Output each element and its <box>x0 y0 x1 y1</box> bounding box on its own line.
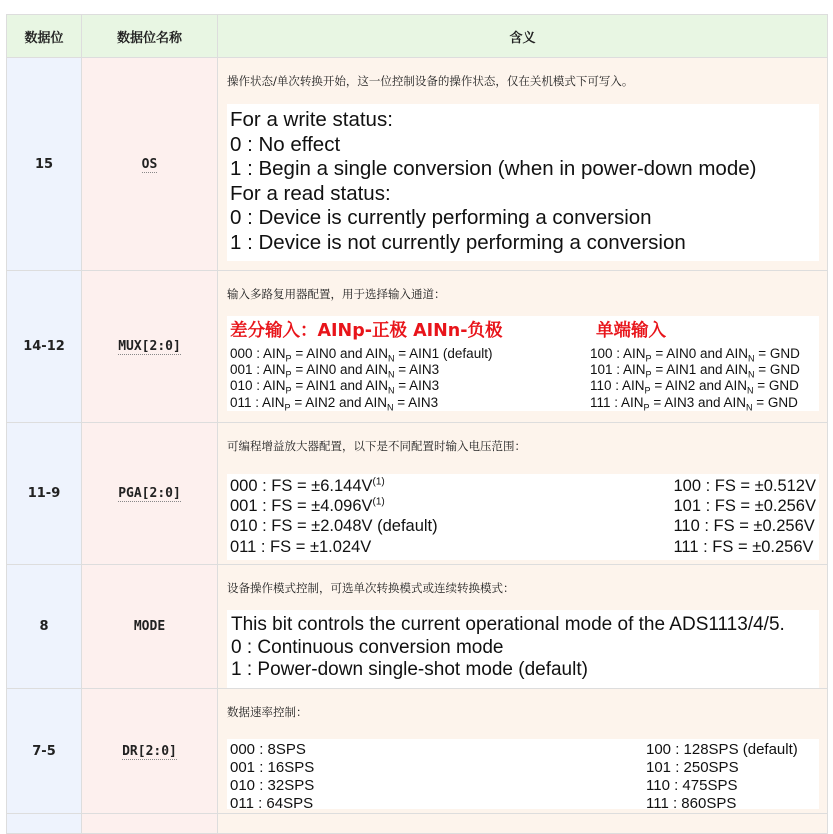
spec-box <box>227 316 819 411</box>
dr-option: 001 : 16SPS <box>230 759 315 776</box>
description: 可编程增益放大器配置，以下是不同配置时输入电压范围： <box>227 439 526 453</box>
mux-option: 011 : $AIN_P = AIN2$ and $AIN_N = AIN3$ <box>230 394 439 413</box>
mux-option: 111 : $AIN_P = AIN3$ and $AIN_N$ = GND <box>590 394 798 413</box>
spec-box <box>227 474 819 560</box>
meaning-cell <box>218 271 828 423</box>
mux-left-list <box>230 346 492 411</box>
name-cell <box>82 689 218 814</box>
mux-right-list <box>590 346 800 411</box>
register-table <box>6 14 828 834</box>
diff-input-header: 差分输入：AINp-正极 AINn-负极 <box>230 321 503 341</box>
spec-line: 0 : No effect <box>230 132 341 156</box>
bit-cell <box>7 814 82 834</box>
bit-cell: 14-12 <box>7 271 82 423</box>
description: 输入多路复用器配置，用于选择输入通道： <box>227 287 446 301</box>
mux-option: 010 : $AIN_P = AIN1$ and $AIN_N = AIN3$ <box>230 378 440 397</box>
meaning-cell <box>218 814 828 834</box>
meaning-cell <box>218 423 828 565</box>
spec-line: 0 : Device is currently performing a conversion <box>230 206 652 229</box>
bit-cell: 15 <box>7 58 82 271</box>
description: 数据速率控制： <box>227 705 308 719</box>
meaning-cell <box>218 565 828 689</box>
spec-line: This bit controls the current operational mode of the ADS1113/4/5. <box>231 614 785 635</box>
spec-box <box>227 610 819 688</box>
spec-line: 1 : Power-down single-shot mode (default) <box>231 659 588 680</box>
name-cell <box>82 565 218 689</box>
single-input-header: 单端输入 <box>596 321 666 341</box>
bit-cell: 11-9 <box>7 423 82 565</box>
name-text: PGA[2:0] <box>118 486 181 501</box>
table-row <box>7 814 828 834</box>
name-cell <box>82 58 218 271</box>
header-meaning: 含义 <box>218 15 828 58</box>
dr-option: 110 : 475SPS <box>646 777 738 794</box>
dr-left-list <box>230 741 314 813</box>
pga-right-list <box>673 476 816 557</box>
pga-option: 110 : FS = ±0.256V <box>673 517 815 536</box>
pga-option: 011 : FS = ±1.024V <box>230 537 372 556</box>
bit-cell: 7-5 <box>7 689 82 814</box>
header-row <box>7 15 828 58</box>
description: 设备操作模式控制，可选单次转换模式或连续转换模式： <box>227 581 515 595</box>
meaning-cell <box>218 58 828 271</box>
dr-option: 101 : 250SPS <box>646 759 739 776</box>
description: 操作状态/单次转换开始，这一位控制设备的操作状态，仅在关机模式下可写入。 <box>227 74 634 88</box>
mux-option: 000 : $AIN_P = AIN0$ and $AIN_N = AIN1$ (default) <box>230 346 493 364</box>
pga-left-list <box>230 476 438 557</box>
pga-option: 101 : FS = ±0.256V <box>673 497 816 516</box>
dr-option: 000 : 8SPS <box>230 741 306 758</box>
header-name: 数据位名称 <box>82 15 218 58</box>
pga-option: 001 : FS = $\pm 4.096V^{(1)}$ <box>230 496 385 516</box>
name-text: MODE <box>133 619 166 634</box>
table-row <box>7 271 828 423</box>
pga-option: 111 : FS = ±0.256V <box>673 537 814 556</box>
spec-line: For a write status: <box>230 108 393 131</box>
spec-box <box>227 104 819 261</box>
pga-option: 100 : FS = ±0.512V <box>673 477 816 495</box>
dr-option: 011 : 64SPS <box>230 795 314 812</box>
table-row <box>7 58 828 271</box>
spec-line: 1 : Begin a single conversion (when in power-down mode) <box>230 157 757 180</box>
name-text: DR[2:0] <box>122 743 177 759</box>
dr-option: 100 : 128SPS (default) <box>646 741 798 758</box>
pga-option: 010 : FS = ±2.048V (default) <box>230 517 438 536</box>
dr-option: 010 : 32SPS <box>230 777 315 794</box>
name-cell <box>82 423 218 565</box>
mux-option: 001 : $AIN_P = AIN0$ and $AIN_N = AIN3$ <box>230 362 440 380</box>
table-row <box>7 689 828 814</box>
spec-line: For a read status: <box>230 181 391 205</box>
name-cell <box>82 271 218 423</box>
spec-box <box>227 739 819 812</box>
dr-option: 111 : 860SPS <box>646 795 737 812</box>
bit-cell: 8 <box>7 565 82 689</box>
spec-line: 0 : Continuous conversion mode <box>231 636 504 658</box>
header-bit: 数据位 <box>7 15 82 58</box>
name-cell <box>82 814 218 834</box>
dr-right-list <box>646 741 798 813</box>
name-text: MUX[2:0] <box>118 339 181 354</box>
name-text: OS <box>141 156 158 172</box>
meaning-cell <box>218 689 828 814</box>
mux-option: 110 : $AIN_P = AIN2$ and $AIN_N$ = GND <box>590 378 799 397</box>
spec-line: 1 : Device is not currently performing a conversion <box>230 230 686 254</box>
pga-option: 000 : FS = $\pm 6.144V^{(1)}$ <box>230 476 385 495</box>
table-row <box>7 423 828 565</box>
mux-option: 100 : $AIN_P = AIN0$ and $AIN_N$ = GND <box>590 346 800 364</box>
mux-option: 101 : $AIN_P = AIN1$ and $AIN_N$ = GND <box>590 362 800 380</box>
table-row <box>7 565 828 689</box>
